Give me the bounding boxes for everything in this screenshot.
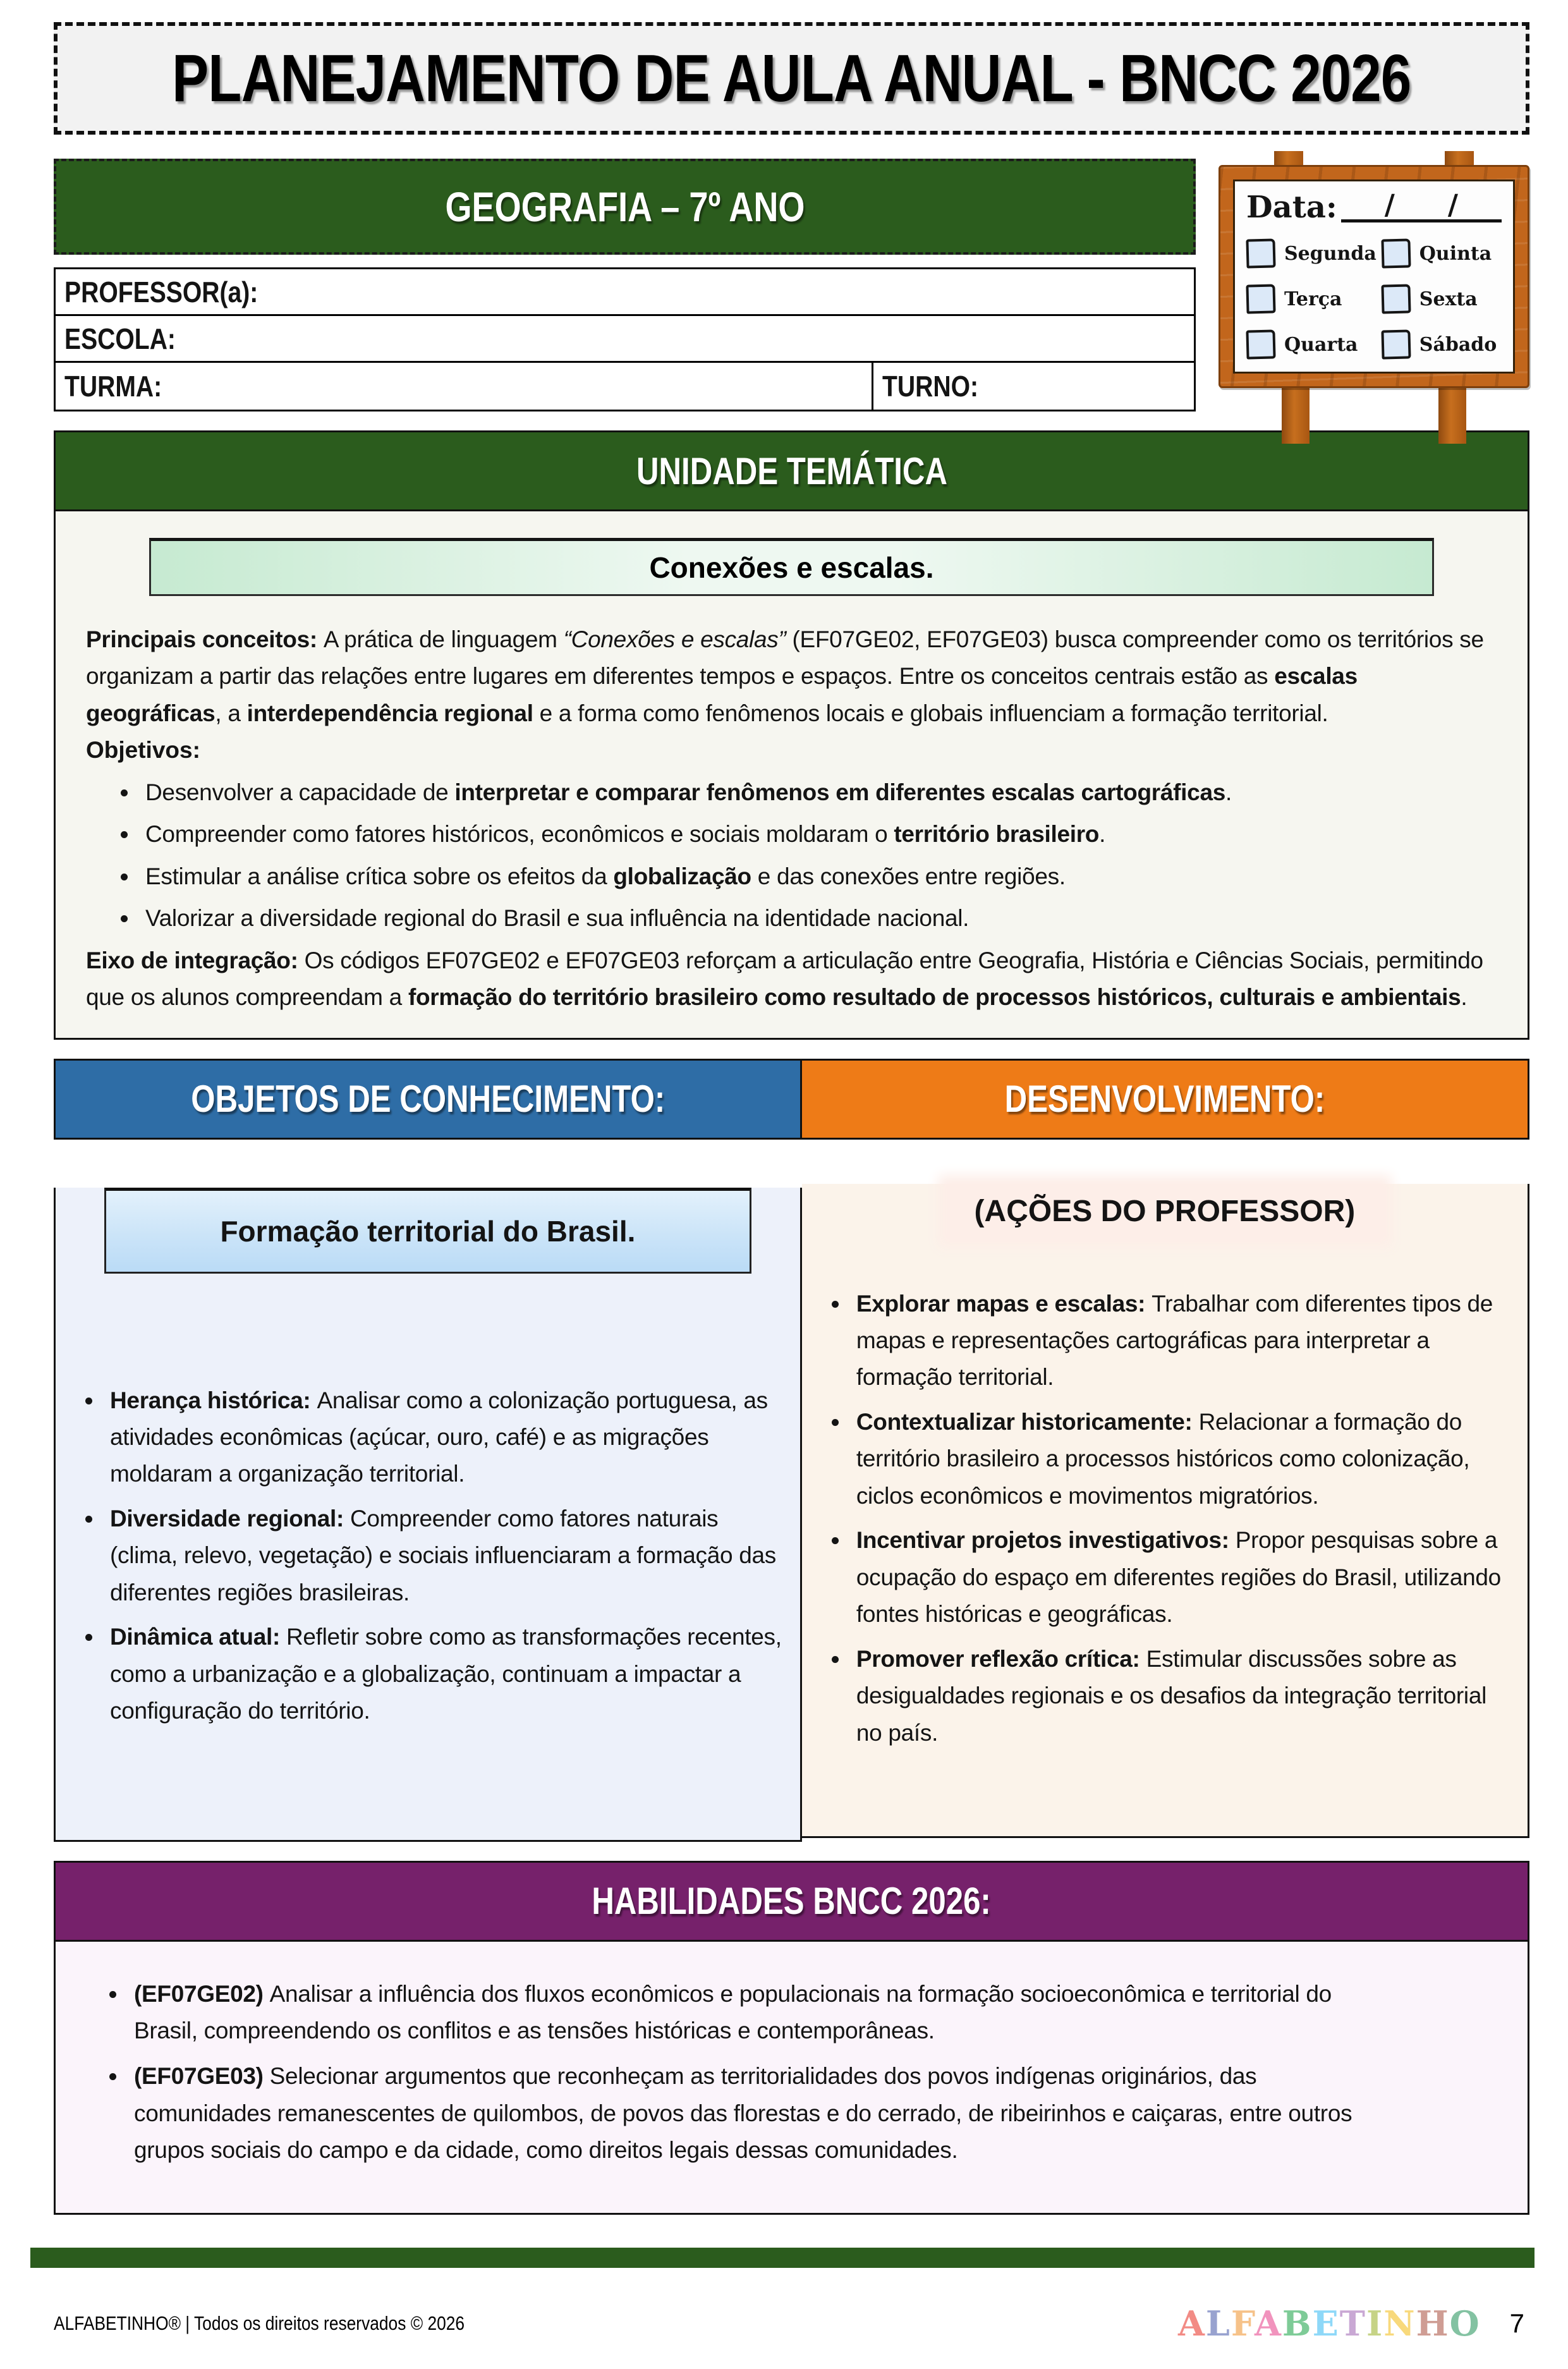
list-item: • Explorar mapas e escalas: Trabalhar com diferentes tipos de mapas e representações cartográficas para interpretar a formação territorial. [850,1286,1510,1396]
weekday-checkbox[interactable] [1246,284,1275,314]
weekday-item [1246,239,1377,268]
escola-label: ESCOLA: [64,322,176,355]
page-number: 7 [1509,2308,1524,2338]
list-item: • (EF07GE02) Analisar a influência dos fluxos econômicos e populacionais na formação socioeconômica e territorial do Brasil, compreendendo os conflitos e as tensões históricas e contemporâneas. [128,1976,1363,2050]
eixo-paragraph: Eixo de integração: Os códigos EF07GE02 e EF07GE03 reforçam a articulação entre Geografia, História e Ciências Sociais, permitindo que os alunos compreendam a formação do território brasileiro como resultado de processos históricos, culturais e ambientais. [86,947,1483,1011]
weekday-item [1246,330,1377,359]
objetos-column [54,1059,802,1842]
sign-inner [1233,180,1515,374]
subject-banner-text: GEOGRAFIA – 7º ANO [444,183,805,230]
objetos-topic-box [104,1188,752,1274]
list-item: • Estimular a análise crítica sobre os efeitos da globalização e das conexões entre regiões. [139,858,1497,895]
principais-conceitos-paragraph: Principais conceitos: A prática de linguagem “Conexões e escalas” (EF07GE02, EF07GE03) busca compreender como os territórios se organizam a partir das relações entre lugares em diferentes tempos e espaços. Entre os conceitos centrais estão as escalas geográficas, a interdependência regional e a forma como fenômenos locais e globais influenciam a formação territorial. [86,626,1484,726]
desenvolvimento-list [824,1286,1528,1751]
professor-input-area[interactable] [292,269,1194,314]
weekday-checkbox[interactable] [1381,238,1411,268]
weekday-label: Terça [1284,288,1342,310]
subject-banner [54,159,1196,255]
escola-input-area[interactable] [195,316,1194,361]
footer-divider-bar [30,2248,1535,2268]
list-item: • Desenvolver a capacidade de interpretar e comparar fenômenos em diferentes escalas cartográficas. [139,774,1497,811]
unidade-tematica-header-text: UNIDADE TEMÁTICA [636,449,947,492]
acoes-professor-box [947,1184,1383,1239]
habilidades-body [54,1942,1529,2215]
objetos-topic-text: Formação territorial do Brasil. [220,1214,636,1248]
date-sign [1219,151,1529,388]
alfabetinho-logo: ALFABETINHO [1177,2303,1481,2344]
acoes-professor-text: (AÇÕES DO PROFESSOR) [974,1194,1356,1228]
habilidades-header [54,1861,1529,1942]
turno-label: TURNO: [882,370,979,403]
weekday-checklist [1246,239,1502,359]
weekday-item [1382,284,1502,314]
list-item: • Promover reflexão crítica: Estimular discussões sobre as desigualdades regionais e os desafios da integração territorial no país. [850,1641,1510,1751]
footer [54,2303,1529,2344]
objetos-header [54,1059,802,1140]
page-title [36,40,1547,117]
weekday-checkbox[interactable] [1381,329,1411,359]
topic-box [149,538,1433,596]
columns-section [54,1059,1529,1842]
list-item: • Dinâmica atual: Refletir sobre como as transformações recentes, como a urbanização e a globalização, continuam a impactar a configuração do território. [104,1619,782,1729]
habilidades-list [99,1976,1483,2169]
weekday-item [1246,284,1377,314]
desenvolvimento-body [802,1184,1529,1838]
unidade-tematica-section [54,430,1529,1040]
objetivos-list [110,774,1497,937]
topic-text: Conexões e escalas. [649,551,934,584]
objetos-header-text: OBJETOS DE CONHECIMENTO: [190,1078,665,1121]
list-item: • (EF07GE03) Selecionar argumentos que reconheçam as territorialidades dos povos indígenas originários, das comunidades remanescentes de quilombos, de povos das florestas e do cerrado, de ribeirinhos e caiçaras, entre outros grupos sociais do campo e da cidade, como direitos legais dessas comunidades. [128,2058,1363,2169]
desenvolvimento-header-text: DESENVOLVIMENTO: [1004,1078,1325,1121]
list-item: • Contextualizar historicamente: Relacionar a formação do território brasileiro a processos históricos como colonização, ciclos econômicos e movimentos migratórios. [850,1404,1510,1514]
turno-input-area[interactable] [995,363,1194,410]
habilidades-header-text: HABILIDADES BNCC 2026: [592,1880,992,1923]
weekday-checkbox[interactable] [1381,284,1411,314]
sign-leg-right [1438,381,1466,444]
list-item: • Diversidade regional: Compreender como fatores naturais (clima, relevo, vegetação) e sociais influenciaram a formação das diferentes regiões brasileiras. [104,1501,782,1611]
weekday-label: Segunda [1284,242,1377,265]
info-table [54,267,1196,411]
list-item: • Valorizar a diversidade regional do Brasil e sua influência na identidade nacional. [139,900,1497,937]
weekday-item [1382,330,1502,359]
footer-brand [1178,2303,1524,2344]
sign-leg-left [1282,381,1310,444]
turno-cell [872,363,1194,410]
weekday-checkbox[interactable] [1246,329,1275,359]
date-slash: / [1447,189,1458,221]
turma-cell [56,363,872,410]
date-slash: / [1384,189,1395,221]
date-blank-field[interactable] [1341,189,1502,222]
professor-label: PROFESSOR(a): [64,275,258,308]
document-title-box [54,22,1529,135]
weekday-label: Sábado [1419,333,1497,356]
escola-row [56,316,1194,363]
weekday-label: Quinta [1419,242,1492,265]
copyright-note: ALFABETINHO® | Todos os direitos reservados © 2026 [54,2311,465,2334]
professor-row [56,269,1194,316]
date-line [1246,189,1502,225]
header-row [54,159,1529,411]
weekday-item [1382,239,1502,268]
turma-turno-row [56,363,1194,410]
objetivos-label: Objetivos: [86,737,200,764]
desenvolvimento-column [802,1059,1529,1842]
objetos-list [77,1382,800,1730]
habilidades-section [54,1861,1529,2215]
list-item: • Compreender como fatores históricos, econômicos e sociais moldaram o território brasileiro. [139,816,1497,853]
list-item: • Herança histórica: Analisar como a colonização portuguesa, as atividades econômicas (açúcar, ouro, café) e as migrações moldaram a organização territorial. [104,1382,782,1493]
date-label: Data: [1246,190,1337,225]
sign-frame [1219,165,1529,388]
weekday-label: Quarta [1284,333,1358,356]
turma-input-area[interactable] [179,363,872,410]
header-left [54,159,1196,411]
objetos-body [54,1188,802,1842]
page-title-text: PLANEJAMENTO DE AULA ANUAL - BNCC 2026 [172,40,1411,116]
weekday-label: Sexta [1419,288,1478,310]
list-item: • Incentivar projetos investigativos: Propor pesquisas sobre a ocupação do espaço em diferentes regiões do Brasil, utilizando fontes históricas e geográficas. [850,1522,1510,1633]
turma-label: TURMA: [64,370,162,403]
unidade-tematica-body [54,511,1529,1040]
weekday-checkbox[interactable] [1246,238,1275,268]
desenvolvimento-header [802,1059,1529,1140]
